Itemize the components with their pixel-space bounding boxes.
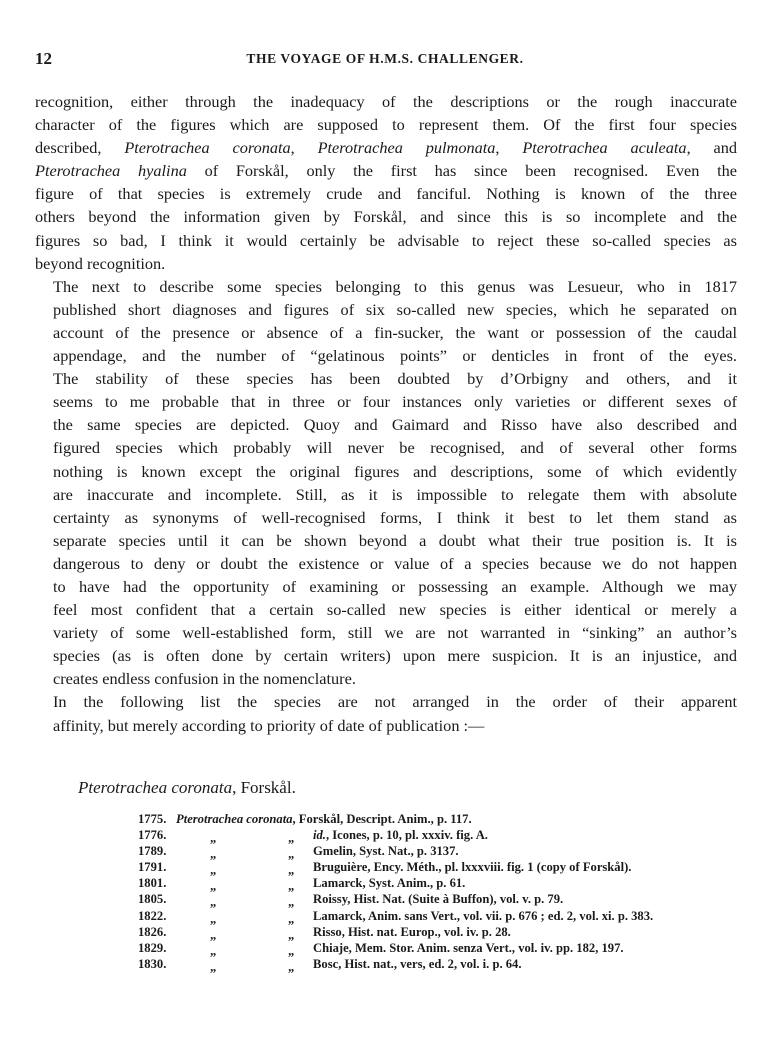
ditto-mark: „ bbox=[210, 943, 217, 958]
text-run: recognition, either through the inadequacy of the descriptions or the rough inaccurate bbox=[35, 92, 737, 111]
text-line bbox=[35, 90, 737, 113]
synonymy-reference-text: , Icones, p. 10, pl. xxxiv. fig. A. bbox=[325, 828, 488, 843]
synonymy-reference bbox=[313, 891, 563, 907]
text-run: dangerous to deny or doubt the existence or value of a species because we do not happen bbox=[53, 553, 737, 573]
text-line bbox=[35, 413, 737, 436]
synonymy-reference-text: Lamarck, Syst. Anim., p. 61. bbox=[313, 876, 466, 891]
text-line bbox=[35, 390, 737, 413]
text-run: the same species are depicted. Quoy and Gaimard and Risso have also described and bbox=[53, 415, 737, 435]
synonymy-reference bbox=[313, 956, 522, 972]
text-run: , bbox=[290, 138, 318, 158]
text-run: published short diagnoses and figures of six so-called new species, which he separated on bbox=[53, 299, 737, 319]
text-run: beyond recognition. bbox=[35, 253, 166, 273]
synonymy-reference bbox=[313, 859, 631, 875]
ditto-mark: „ bbox=[210, 863, 217, 878]
synonymy-year: 1775. bbox=[138, 812, 167, 826]
italic-species-name: Pterotrachea aculeata bbox=[522, 138, 687, 158]
text-line bbox=[35, 182, 737, 205]
synonymy-reference bbox=[313, 924, 511, 940]
synonymy-reference bbox=[176, 811, 472, 827]
text-run: variety of some well-established form, still we are not warranted in “sinking” an author’s bbox=[53, 623, 737, 643]
ditto-mark: „ bbox=[210, 847, 217, 862]
paragraph bbox=[35, 275, 737, 691]
synonymy-year: 1826. bbox=[138, 924, 167, 939]
synonymy-reference bbox=[313, 908, 653, 924]
italic-species-name: Pterotrachea coronata bbox=[124, 138, 291, 158]
text-line bbox=[35, 321, 737, 344]
ditto-mark: „ bbox=[288, 943, 295, 958]
text-line bbox=[35, 644, 737, 667]
text-line bbox=[35, 367, 737, 390]
text-run: figure of that species is extremely crude and fanciful. Nothing is known of the three bbox=[35, 184, 737, 204]
ditto-mark: „ bbox=[210, 959, 217, 974]
text-line bbox=[35, 205, 737, 228]
synonymy-year: 1829. bbox=[138, 940, 167, 955]
synonymy-year: 1822. bbox=[138, 908, 167, 923]
text-run: of Forskål, only the first has since been recognised. Even the bbox=[186, 161, 738, 181]
synonymy-reference-text: Gmelin, Syst. Nat., p. 3137. bbox=[313, 844, 459, 859]
text-run: creates endless confusion in the nomenclature. bbox=[53, 669, 356, 689]
synonymy-year: 1776. bbox=[138, 828, 167, 843]
text-line bbox=[35, 252, 737, 275]
page-number: 12 bbox=[35, 49, 52, 68]
ditto-mark: „ bbox=[210, 895, 217, 910]
text-line bbox=[35, 136, 737, 159]
ditto-mark: „ bbox=[210, 927, 217, 942]
text-run: , and bbox=[686, 138, 738, 158]
text-run: others beyond the information given by Forskål, and since this is so incomplete and the bbox=[35, 207, 737, 227]
text-line bbox=[35, 159, 737, 182]
synonymy-reference-text: Risso, Hist. nat. Europ., vol. iv. p. 28. bbox=[313, 924, 511, 939]
ditto-mark: „ bbox=[288, 895, 295, 910]
text-run: The next to describe some species belonging to this genus was Lesueur, who in 1817 bbox=[53, 276, 737, 296]
text-line bbox=[35, 460, 737, 483]
text-run: seems to me probable that in three or four instances only varieties or different sexes of bbox=[53, 392, 737, 412]
page-header bbox=[35, 49, 735, 73]
ditto-mark: „ bbox=[288, 863, 295, 878]
ditto-mark: „ bbox=[210, 911, 217, 926]
text-run: species (as is often done by certain writers) upon mere suspicion. It is an injustice, and bbox=[53, 646, 737, 666]
ditto-mark: „ bbox=[210, 879, 217, 894]
ditto-mark: „ bbox=[288, 959, 295, 974]
paragraph bbox=[35, 690, 737, 736]
text-run: to have had the opportunity of examining or possessing an example. Although we may bbox=[53, 576, 737, 596]
text-run: separate species until it can be shown beyond a doubt what their true position is. It is bbox=[53, 530, 737, 550]
species-name: Pterotrachea coronata bbox=[78, 778, 233, 797]
ditto-mark: „ bbox=[288, 927, 295, 942]
text-line bbox=[35, 275, 737, 298]
paragraph bbox=[35, 90, 737, 275]
synonymy-year: 1805. bbox=[138, 892, 167, 907]
text-run: nothing is known except the original figures and descriptions, some of which evidently bbox=[53, 461, 737, 481]
species-author: , Forskål. bbox=[232, 778, 296, 797]
text-line bbox=[35, 436, 737, 459]
synonymy-species-name: Pterotrachea coronata bbox=[176, 812, 293, 826]
text-line bbox=[35, 598, 737, 621]
text-line bbox=[35, 298, 737, 321]
text-line bbox=[35, 621, 737, 644]
text-run: described, bbox=[35, 138, 125, 158]
synonymy-reference bbox=[313, 827, 488, 843]
synonymy-reference-italic: id. bbox=[313, 828, 326, 843]
text-run: appendage, and the number of “gelatinous points” or denticles in front of the eyes. bbox=[53, 346, 737, 366]
text-run: affinity, but merely according to priority of date of publication :— bbox=[53, 715, 485, 735]
synonymy-reference-text: Lamarck, Anim. sans Vert., vol. vii. p. 676 ; ed. 2, vol. xi. p. 383. bbox=[313, 908, 654, 923]
text-run: character of the figures which are supposed to represent them. Of the first four species bbox=[35, 115, 737, 135]
text-run: certainty as synonyms of well-recognised forms, I think it best to let them stand as bbox=[53, 507, 737, 527]
ditto-mark: „ bbox=[288, 879, 295, 894]
synonymy-reference bbox=[313, 875, 465, 891]
text-run: are inaccurate and incomplete. Still, as it is impossible to relegate them with absolute bbox=[53, 484, 737, 504]
ditto-mark: „ bbox=[288, 831, 295, 846]
ditto-mark: „ bbox=[210, 831, 217, 846]
text-line bbox=[35, 229, 737, 252]
text-run: , bbox=[495, 138, 523, 158]
text-run: feel most confident that a certain so-called new species is either identical or merely a bbox=[53, 600, 737, 620]
ditto-mark: „ bbox=[288, 847, 295, 862]
synonymy-reference-text: Bruguière, Ency. Méth., pl. lxxxviii. fig. 1 (copy of Forskål). bbox=[313, 860, 632, 875]
text-run: The stability of these species has been doubted by d’Orbigny and others, and it bbox=[53, 369, 737, 389]
synonymy-reference bbox=[313, 843, 459, 859]
text-run: In the following list the species are not arranged in the order of their apparent bbox=[53, 692, 737, 712]
text-line bbox=[35, 483, 737, 506]
text-line bbox=[35, 113, 737, 136]
body-text bbox=[35, 90, 737, 737]
text-line bbox=[35, 690, 737, 713]
text-line bbox=[35, 575, 737, 598]
synonymy-reference-text: Bosc, Hist. nat., vers, ed. 2, vol. i. p. 64. bbox=[313, 956, 522, 971]
synonymy-year: 1830. bbox=[138, 956, 167, 971]
ditto-mark: „ bbox=[288, 911, 295, 926]
text-line bbox=[35, 667, 737, 690]
text-line bbox=[35, 529, 737, 552]
text-run: figured species which probably will never be recognised, and of several other forms bbox=[53, 438, 737, 458]
text-line bbox=[35, 552, 737, 575]
italic-species-name: Pterotrachea hyalina bbox=[35, 161, 187, 181]
text-line bbox=[35, 344, 737, 367]
synonymy-reference-text: , Forskål, Descript. Anim., p. 117. bbox=[292, 812, 472, 826]
text-line bbox=[35, 506, 737, 529]
synonymy-reference-text: Chiaje, Mem. Stor. Anim. senza Vert., vol. iv. pp. 182, 197. bbox=[313, 940, 624, 955]
synonymy-year: 1791. bbox=[138, 860, 167, 875]
italic-species-name: Pterotrachea pulmonata bbox=[317, 138, 496, 158]
running-title: THE VOYAGE OF H.M.S. CHALLENGER. bbox=[246, 51, 524, 66]
text-run: figures so bad, I think it would certainly be advisable to reject these so-called species as bbox=[35, 230, 737, 250]
synonymy-reference-text: Roissy, Hist. Nat. (Suite à Buffon), vol. v. p. 79. bbox=[313, 892, 564, 907]
synonymy-reference bbox=[313, 940, 624, 956]
species-heading bbox=[78, 778, 296, 798]
text-run: account of the presence or absence of a fin-sucker, the want or possession of the caudal bbox=[53, 322, 737, 342]
synonymy-year: 1801. bbox=[138, 876, 167, 891]
text-line bbox=[35, 714, 737, 737]
synonymy-year: 1789. bbox=[138, 844, 167, 859]
